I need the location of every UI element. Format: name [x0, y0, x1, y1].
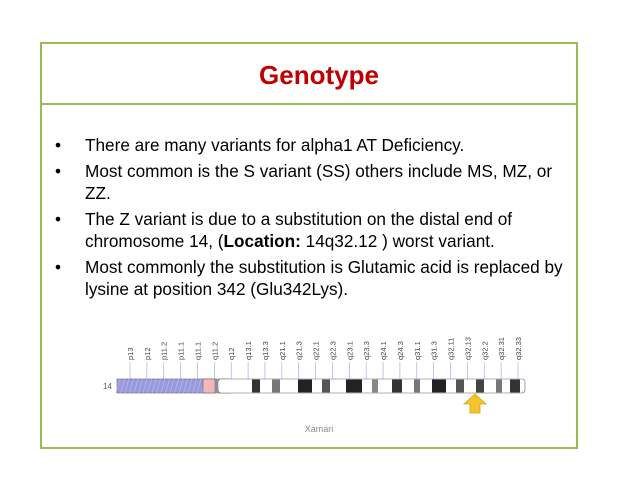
bullet-symbol: • [55, 257, 62, 277]
band-label: q23.3 [362, 341, 372, 360]
bullet-symbol: • [55, 135, 62, 155]
bullet-text-pre: The Z variant is due to a substitution on the distal end of chromosome 14, ( [85, 209, 513, 251]
band-label: q11.2 [210, 341, 220, 360]
band-label: q21.1 [277, 341, 287, 360]
bullet-item [53, 208, 573, 252]
band-label: q32.13 [463, 337, 473, 360]
band-label: q32.2 [480, 341, 490, 360]
band-label: q22.3 [328, 341, 338, 360]
band-label: q31.1 [412, 341, 422, 360]
band-label: q12 [227, 347, 237, 360]
band-label: q24.1 [379, 341, 389, 360]
bullet-text: Most common is the S variant (SS) others include MS, MZ, or ZZ. [85, 161, 553, 203]
band-label: p11.2 [159, 341, 169, 360]
band-label: q13.1 [244, 341, 254, 360]
bullet-text: Most commonly the substitution is Glutamic acid is replaced by lysine at position 342 (Glu342Lys). [85, 257, 563, 299]
footer-text: Xamari [304, 424, 334, 434]
band-label: p11.1 [176, 341, 186, 360]
band-label: q13.3 [260, 341, 270, 360]
band-label: q22.1 [311, 341, 321, 360]
bullet-text-post: 14q32.12 ) worst variant. [300, 231, 495, 251]
bullet-item [53, 134, 573, 156]
bullet-item [53, 160, 573, 204]
bullet-text-bold: Location: [223, 231, 301, 251]
bullet-symbol: • [55, 209, 62, 229]
chromosome-label: 14 [103, 382, 112, 391]
band-label: q23.1 [345, 341, 355, 360]
band-label: q11.1 [193, 341, 203, 360]
bullet-text: There are many variants for alpha1 AT Deficiency. [85, 135, 465, 155]
slide-title: Genotype [259, 60, 379, 90]
band-label: q31.3 [429, 341, 439, 360]
band-label: q32.33 [514, 337, 523, 360]
bullet-item [53, 256, 573, 300]
band-label: q32.11 [446, 337, 456, 360]
band-label: p12 [142, 347, 152, 360]
bullet-symbol: • [55, 161, 62, 181]
band-label: q32.31 [497, 337, 507, 360]
band-label: q21.3 [294, 341, 304, 360]
band-label: p13 [126, 347, 135, 360]
bullet-list [53, 134, 573, 304]
band-label: q24.3 [395, 341, 405, 360]
